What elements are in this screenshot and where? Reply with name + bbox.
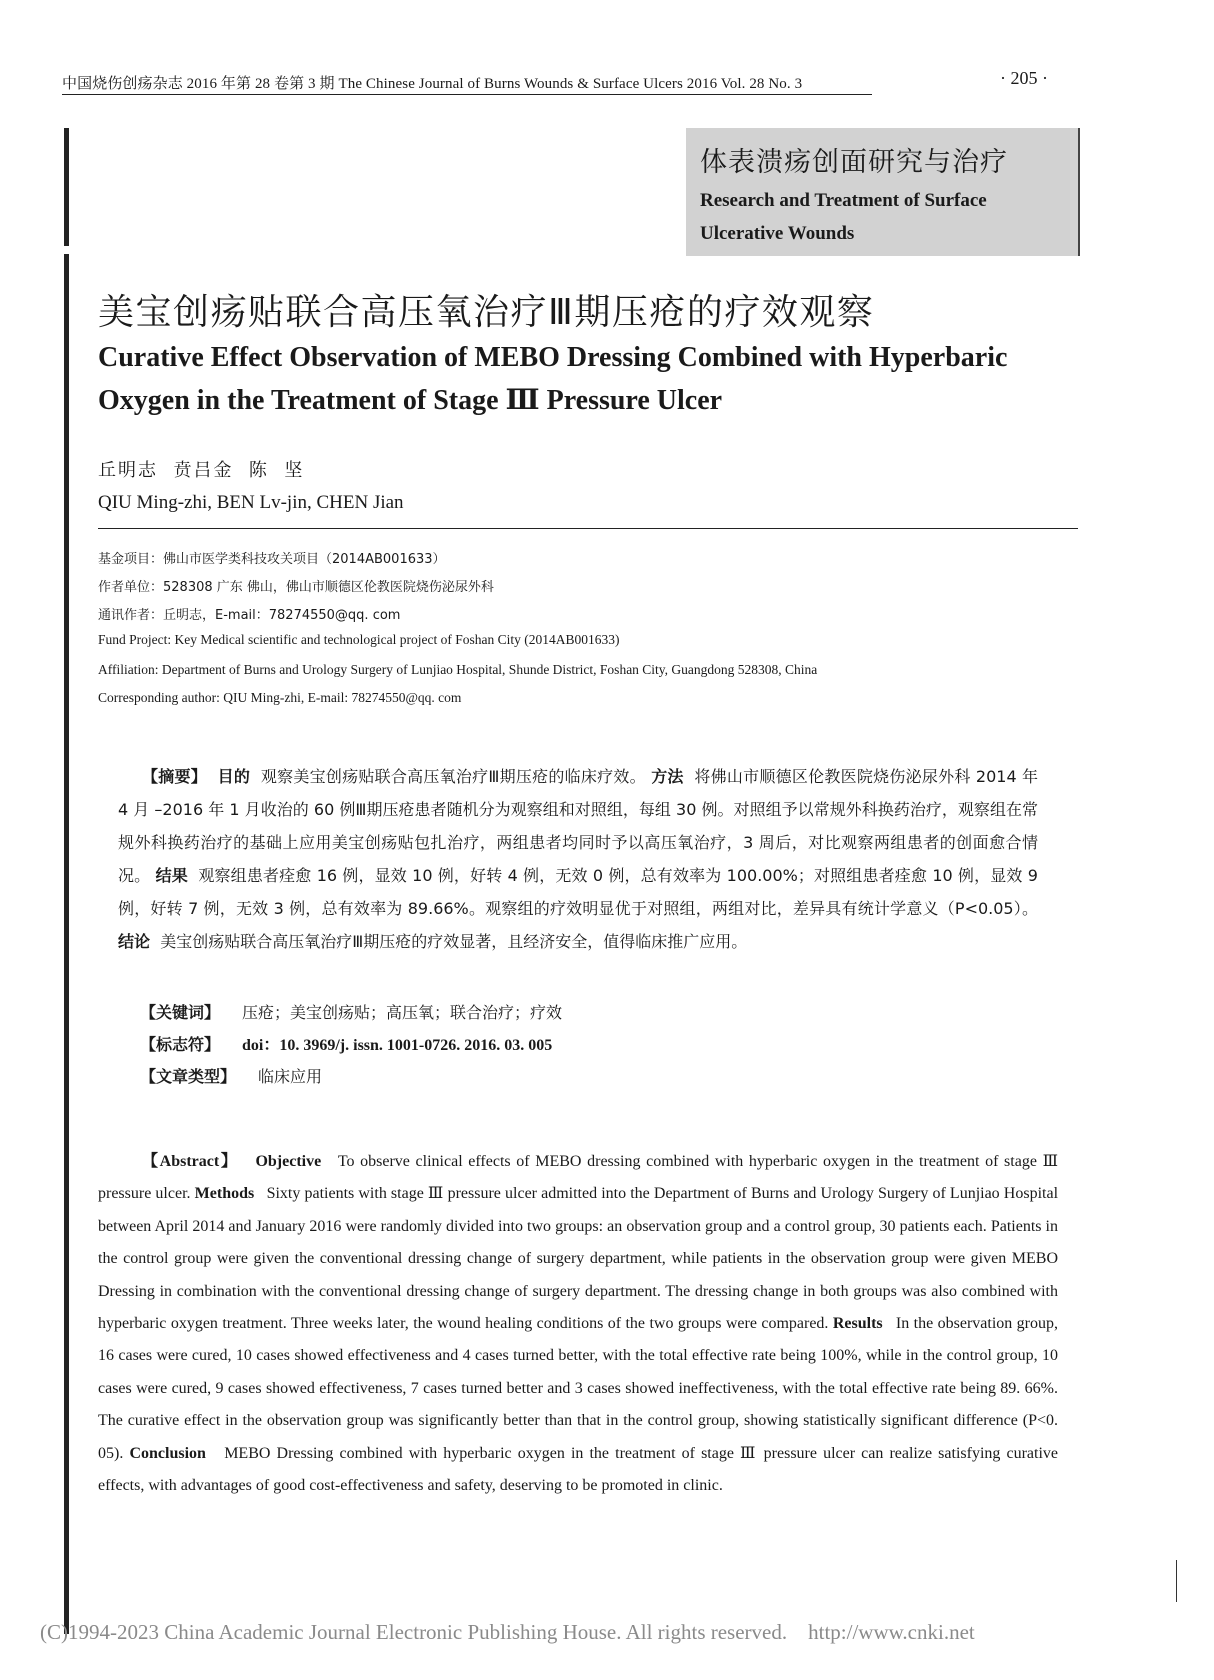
keywords-line	[140, 1000, 562, 1023]
edge-mark	[1176, 1560, 1177, 1602]
identifier-label: 【标志符】	[140, 1035, 221, 1054]
left-margin-bar	[64, 128, 69, 246]
abstract-cn-results: 观察组患者痊愈 16 例，显效 10 例，好转 4 例，无效 0 例，总有效率为 100.00%；对照组患者痊愈 10 例，显效 9 例，好转 7 例，无效 3 例，总有效率为 89.66%。观察组的疗效明显优于对照组，两组对比，差异具有统计学意义（P<0.05）。	[118, 866, 1038, 918]
fund-en: Fund Project: Key Medical scientific and technological project of Foshan City (2014AB001633)	[98, 632, 620, 647]
correspondence-cn: 通讯作者：丘明志，E-mail：78274550@qq. com	[98, 608, 401, 623]
keywords-text: 压疮；美宝创疡贴；高压氧；联合治疗；疗效	[242, 1003, 563, 1022]
abstract-en-conclusion-label: Conclusion	[129, 1444, 206, 1462]
abstract-en-methods: Sixty patients with stage Ⅲ pressure ulcer admitted into the Department of Burns and Urology Surgery of Lunjiao Hospital between April 2014 and January 2016 were randomly divided into two groups: an observation group and a control group, 30 patients each. Patients in the control group were given the conventional dressing change of surgery department, while patients in the observation group were given MEBO Dressing in combination with the conventional dressing change of surgery department. The dressing change in both groups was also combined with hyperbaric oxygen treatment. Three weeks later, the wound healing conditions of the two groups were compared.	[98, 1185, 1059, 1333]
abstract-en-objective-label: Objective	[255, 1153, 322, 1170]
abstract-en	[98, 1146, 1058, 1502]
abstract-cn	[118, 760, 1038, 958]
affiliation-cn: 作者单位：528308 广东 佛山，佛山市顺德区伦教医院烧伤泌尿外科	[98, 580, 494, 595]
running-head-rule	[62, 94, 872, 95]
abstract-en-results: In the observation group, 16 cases were cured, 10 cases showed effectiveness and 4 cases turned better, with the total effective rate being 100%, while in the control group, 10 cases were cured, 9 cases showed effectiveness, 7 cases turned better and 3 cases showed ineffectiveness, with the total effective rate being 89. 66%. The curative effect in the observation group was significantly better than that in the control group, showing statistically significant difference (P<0. 05).	[98, 1315, 1059, 1462]
affiliation-en: Affiliation: Department of Burns and Urology Surgery of Lunjiao Hospital, Shunde District, Foshan City, Guangdong 528308, China	[98, 662, 818, 677]
authors-cn: 丘明志 贲吕金 陈 坚	[98, 460, 305, 481]
column-title-en: Research and Treatment of Surface Ulcerative Wounds	[700, 190, 987, 244]
abstract-cn-methods-label: 方法	[651, 767, 684, 786]
column-title-cn: 体表溃疡创面研究与治疗	[700, 147, 1008, 178]
identifier-line	[140, 1032, 552, 1055]
abstract-en-objective: To observe clinical effects of MEBO dressing combined with hyperbaric oxygen in the treatment of stage Ⅲ pressure ulcer.	[98, 1153, 1059, 1203]
article-type-text: 临床应用	[258, 1067, 323, 1086]
article-type-label: 【文章类型】	[140, 1067, 237, 1086]
authors-en: QIU Ming-zhi, BEN Lv-jin, CHEN Jian	[98, 492, 404, 513]
abstract-cn-methods: 将佛山市顺德区伦教医院烧伤泌尿外科 2014 年 4 月 –2016 年 1 月收治的 60 例Ⅲ期压疮患者随机分为观察组和对照组，每组 30 例。对照组予以常规外科换药治疗，观察组在常规外科换药治疗的基础上应用美宝创疡贴包扎治疗，两组患者均同时予以高压氧治疗，3 周后，对比观察两组患者的创面愈合情况。	[118, 767, 1038, 885]
copyright-footer: (C)1994-2023 China Academic Journal Electronic Publishing House. All rights reserved. http://www.cnki.net	[40, 1620, 975, 1644]
doi-text: doi：10. 3969/j. issn. 1001-0726. 2016. 03. 005	[242, 1037, 553, 1054]
abstract-cn-conclusion: 美宝创疡贴联合高压氧治疗Ⅲ期压疮的疗效显著，且经济安全，值得临床推广应用。	[160, 932, 748, 951]
fund-cn: 基金项目：佛山市医学类科技攻关项目（2014AB001633）	[98, 552, 446, 567]
correspondence-en: Corresponding author: QIU Ming-zhi, E-mail: 78274550@qq. com	[98, 690, 462, 705]
abstract-cn-objective-label: 目的	[217, 767, 251, 786]
article-type-line	[140, 1064, 322, 1087]
abstract-en-label: 【Abstract】	[142, 1153, 239, 1170]
left-margin-bar-lower	[64, 254, 69, 1634]
abstract-en-results-label: Results	[832, 1315, 883, 1333]
abstract-en-conclusion: MEBO Dressing combined with hyperbaric oxygen in the treatment of stage Ⅲ pressure ulcer can realize satisfying curative effects, with advantages of good cost-effectiveness and safety, deserving to be promoted in clinic.	[98, 1444, 1059, 1495]
abstract-en-methods-label: Methods	[194, 1185, 255, 1203]
abstract-cn-results-label: 结果	[155, 866, 188, 885]
abstract-cn-label: 【摘要】	[142, 767, 207, 786]
abstract-cn-conclusion-label: 结论	[118, 932, 151, 951]
abstract-cn-objective: 观察美宝创疡贴联合高压氧治疗Ⅲ期压疮的临床疗效。	[260, 767, 646, 786]
authors-rule	[98, 528, 1078, 529]
article-title-en: Curative Effect Observation of MEBO Dressing Combined with Hyperbaric Oxygen in the Treatment of Stage Ⅲ Pressure Ulcer	[98, 342, 1008, 416]
page-number: · 205 ·	[1000, 68, 1048, 88]
running-head: 中国烧伤创疡杂志 2016 年第 28 卷第 3 期 The Chinese Journal of Burns Wounds & Surface Ulcers 2016 Vol. 28 No. 3	[62, 76, 803, 92]
keywords-label: 【关键词】	[140, 1003, 221, 1022]
article-title-cn: 美宝创疡贴联合高压氧治疗Ⅲ期压疮的疗效观察	[98, 292, 875, 333]
